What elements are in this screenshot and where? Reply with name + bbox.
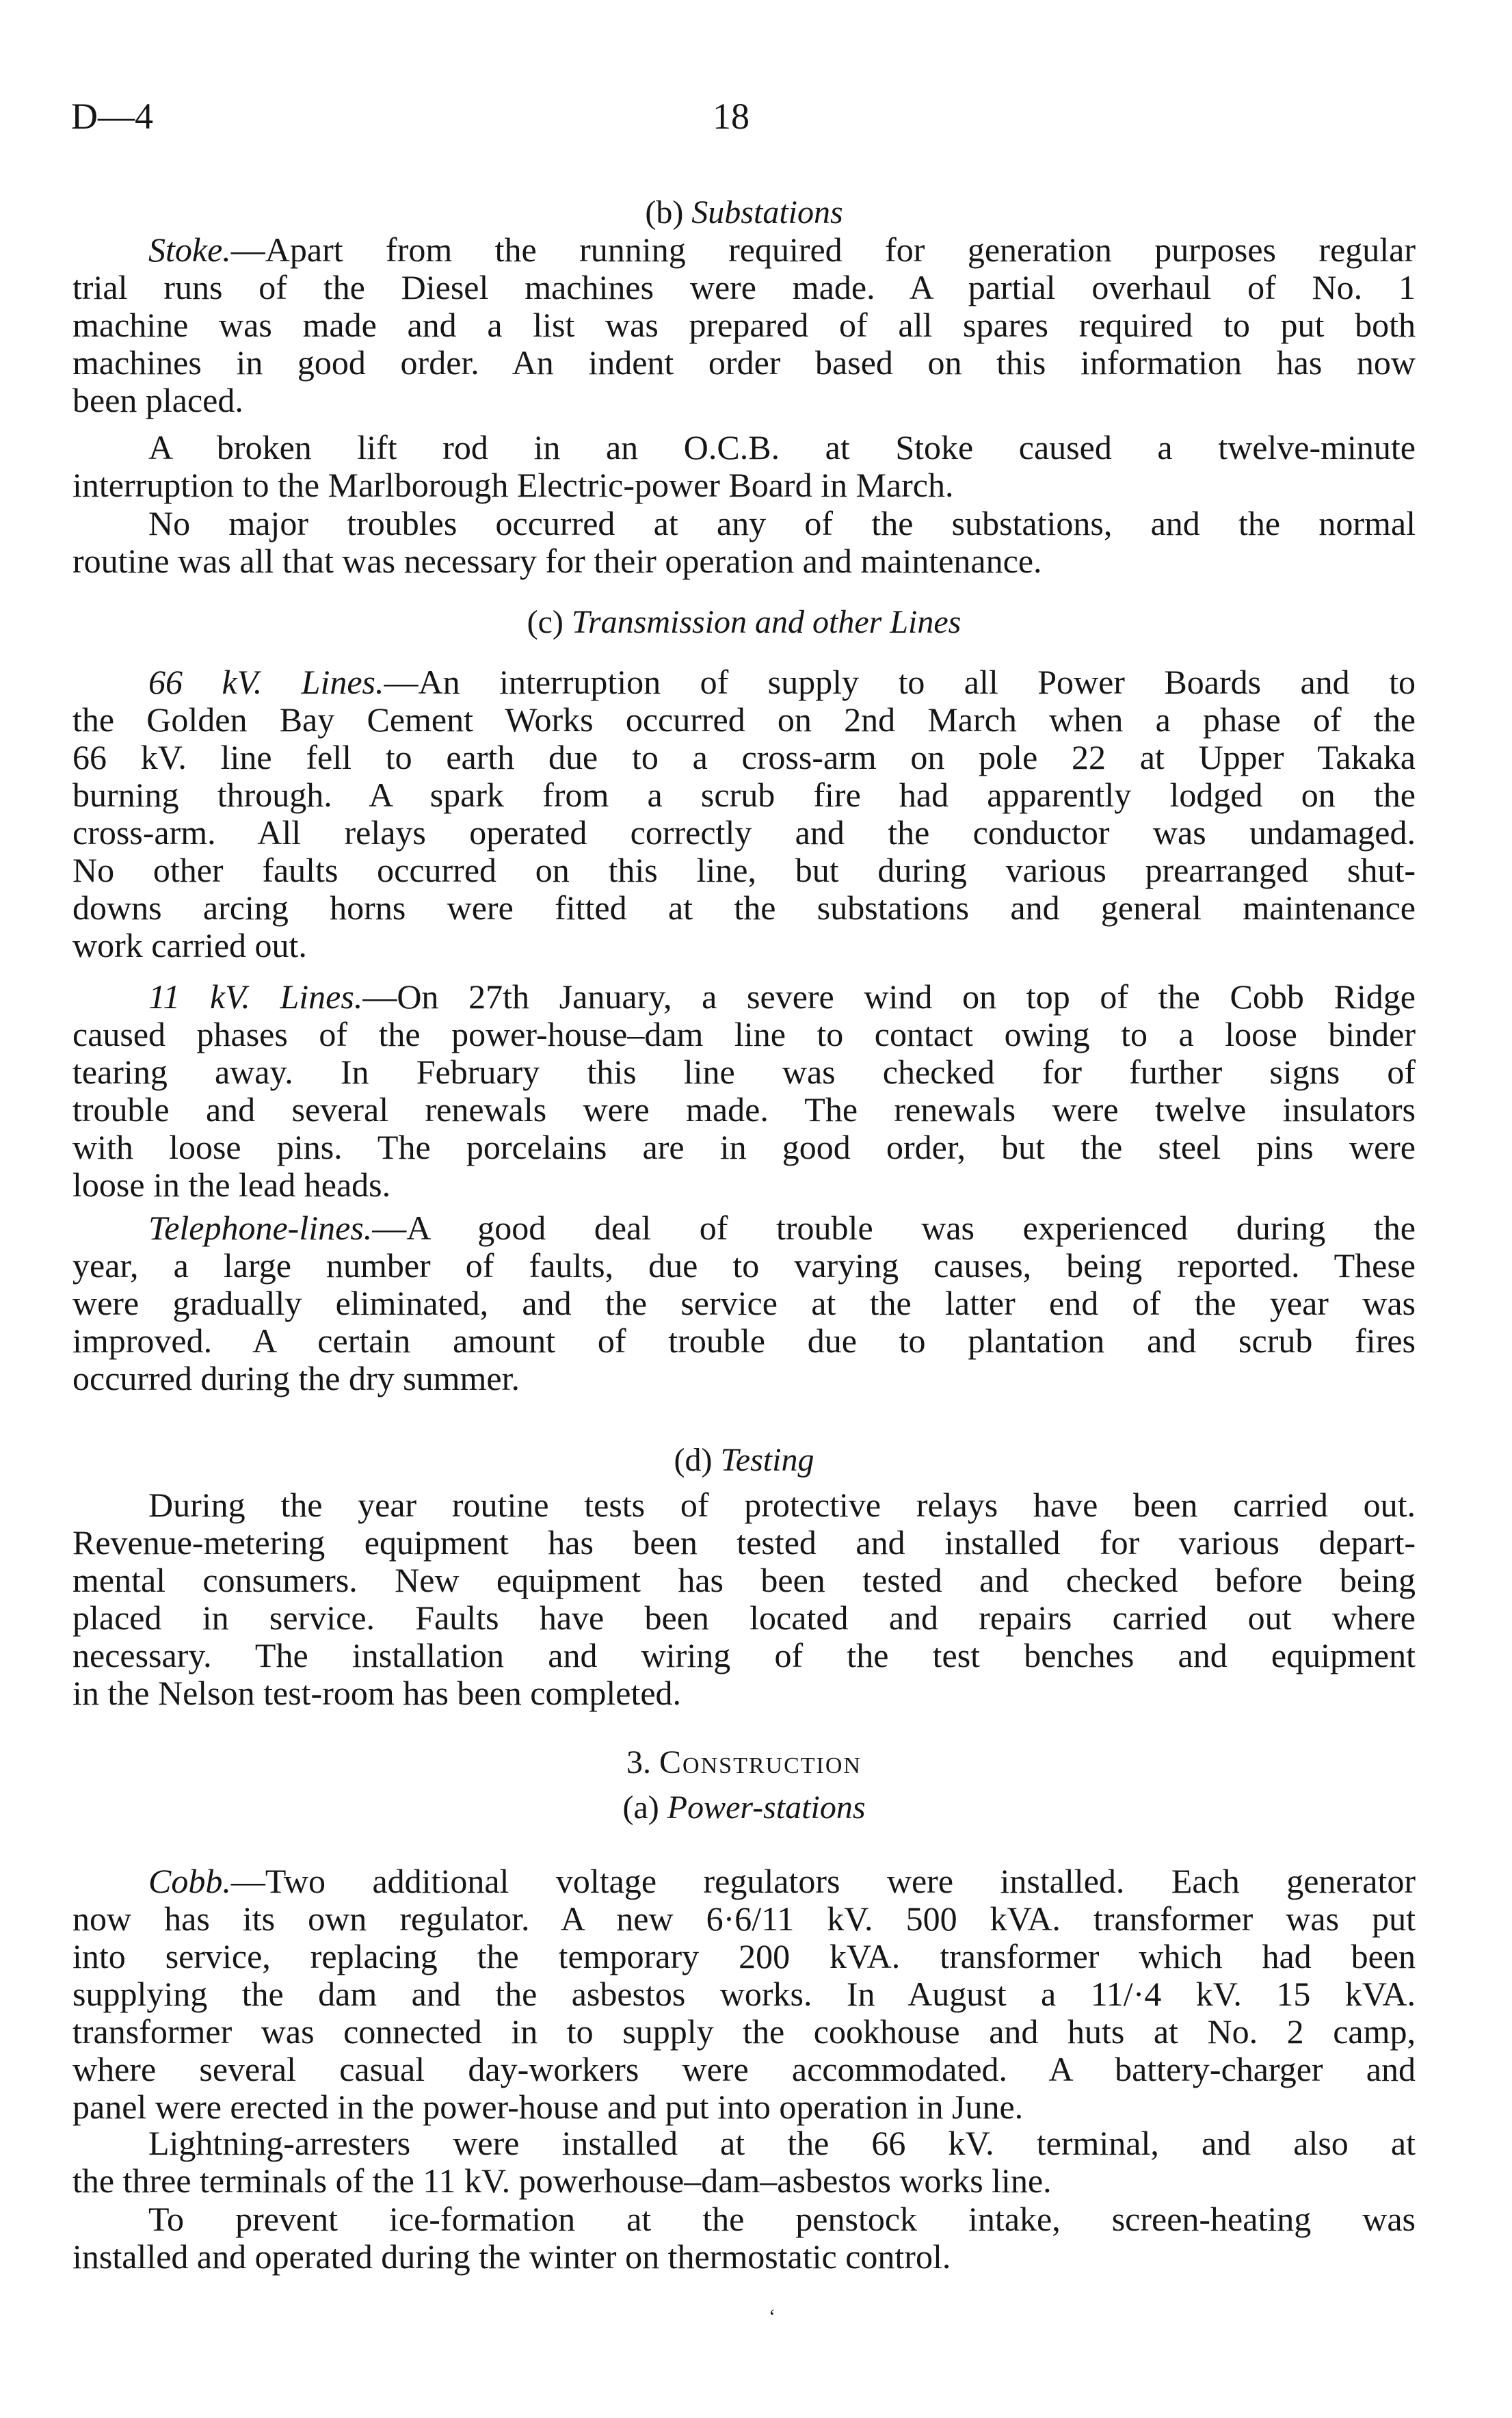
text-line: panel were erected in the power-house and put into operation in June. [72,2088,1024,2126]
text-line: improved. A certain amount of trouble due to plantation and scrub fires [72,1322,1416,1360]
text-line: in the Nelson test-room has been completed. [72,1674,682,1712]
text-line [72,1209,1416,1247]
paragraph [72,505,1416,580]
text-line: tearing away. In February this line was checked for further signs of [72,1053,1416,1091]
text-line: machine was made and a list was prepared of all spares required to put both [72,306,1416,344]
paragraph-lead: Stoke. [148,231,231,269]
paragraph [72,429,1416,504]
text-line: the Golden Bay Cement Works occurred on 2nd March when a phase of the [72,700,1416,739]
text-line: No other faults occurred on this line, but during various prearranged shut- [72,851,1416,889]
text-line: where several casual day-workers were accommodated. A battery-charger and [72,2050,1416,2088]
line-text: —An interruption of supply to all Power Boards and to [384,663,1416,701]
heading-title: Testing [720,1442,814,1478]
text-line: supplying the dam and the asbestos works. In August a 11/·4 kV. 15 kVA. [72,1975,1416,2013]
text-line: installed and operated during the winter on thermostatic control. [72,2237,951,2276]
heading-number: 3. [626,1744,652,1780]
text-line: 66 kV. line fell to earth due to a cross-arm on pole 22 at Upper Takaka [72,738,1416,776]
page-number: 18 [713,96,750,137]
heading-title: Power-stations [667,1789,866,1826]
heading-text [72,194,1416,231]
heading-number: (b) [645,194,684,231]
text-line: now has its own regulator. A new 6·6/11 kV. 500 kVA. transformer was put [72,1900,1416,1938]
text-line: To prevent ice-formation at the penstock intake, screen-heating was [148,2200,1416,2238]
paragraph-lead: Cobb. [148,1862,231,1900]
paragraph-lead: 11 kV. Lines. [148,977,363,1016]
text-line: the three terminals of the 11 kV. powerhouse–dam–asbestos works line. [72,2161,1052,2200]
line-text: —Two additional voltage regulators were installed. Each generator [230,1862,1416,1900]
footer-mark: ʻ [769,2305,775,2328]
text-line: machines in good order. An indent order based on this information has now [72,343,1416,382]
text-line: occurred during the dry summer. [72,1359,520,1397]
paragraph [72,231,1416,419]
heading-number: (a) [622,1789,659,1826]
paragraph [72,1209,1416,1397]
text-line: mental consumers. New equipment has been tested and checked before being [72,1561,1416,1599]
text-line: loose in the lead heads. [72,1166,391,1204]
text-line: A broken lift rod in an O.C.B. at Stoke caused a twelve-minute [148,428,1416,466]
heading-number: (c) [527,604,563,640]
section-heading [72,1744,1416,1781]
heading-number: (d) [674,1442,713,1478]
heading-title: Substations [691,194,843,231]
line-text: —Apart from the running required for generation purposes regular [230,231,1416,269]
paragraph [72,978,1416,1204]
paragraph-lead: 66 kV. Lines. [148,663,384,701]
text-line: necessary. The installation and wiring of the test benches and equipment [72,1636,1416,1674]
text-line: transformer was connected in to supply the cookhouse and huts at No. 2 camp, [72,2012,1416,2051]
subsection-heading [72,1441,1416,1479]
text-line: routine was all that was necessary for their operation and maintenance. [72,542,1042,580]
subsection-heading [72,194,1416,231]
text-line: trial runs of the Diesel machines were made. A partial overhaul of No. 1 [72,268,1416,306]
paragraph [72,1486,1416,1712]
heading-text [72,603,1416,641]
text-line: were gradually eliminated, and the service at the latter end of the year was [72,1284,1416,1322]
text-line: been placed. [72,381,243,419]
text-line: burning through. A spark from a scrub fire had apparently lodged on the [72,776,1416,814]
text-line: During the year routine tests of protective relays have been carried out. [148,1486,1416,1524]
text-line: caused phases of the power-house–dam line to contact owing to a loose binder [72,1015,1416,1053]
text-line: downs arcing horns were fitted at the substations and general maintenance [72,889,1416,927]
text-line [72,231,1416,269]
heading-title: Construction [659,1744,862,1780]
paragraph [72,2200,1416,2276]
paragraph [72,663,1416,964]
subsection-heading [72,603,1416,641]
line-text: —A good deal of trouble was experienced during the [372,1209,1416,1247]
text-line: with loose pins. The porcelains are in good order, but the steel pins were [72,1128,1416,1166]
text-line: into service, replacing the temporary 200 kVA. transformer which had been [72,1937,1416,1975]
document-code: D—4 [71,96,153,137]
text-line: year, a large number of faults, due to varying causes, being reported. These [72,1246,1416,1285]
text-line: trouble and several renewals were made. The renewals were twelve insulators [72,1090,1416,1129]
heading-text [72,1744,1416,1781]
heading-text [72,1789,1416,1826]
text-line [72,978,1416,1016]
line-text: —On 27th January, a severe wind on top of the Cobb Ridge [362,977,1416,1016]
paragraph [72,1863,1416,2126]
text-line: placed in service. Faults have been located and repairs carried out where [72,1599,1416,1637]
text-line: Lightning-arresters were installed at the 66 kV. terminal, and also at [148,2124,1416,2162]
text-line: No major troubles occurred at any of the substations, and the normal [148,504,1416,542]
paragraph [72,2125,1416,2200]
text-line [72,1863,1416,1900]
text-line: work carried out. [72,926,307,964]
subsection-heading [72,1789,1416,1826]
paragraph-lead: Telephone-lines. [148,1209,373,1247]
text-line: cross-arm. All relays operated correctly and the conductor was undamaged. [72,813,1416,852]
heading-text [72,1441,1416,1479]
text-line [72,663,1416,701]
heading-title: Transmission and other Lines [571,604,961,640]
text-line: Revenue-metering equipment has been tested and installed for various depart- [72,1523,1416,1562]
text-line: interruption to the Marlborough Electric-power Board in March. [72,466,954,504]
